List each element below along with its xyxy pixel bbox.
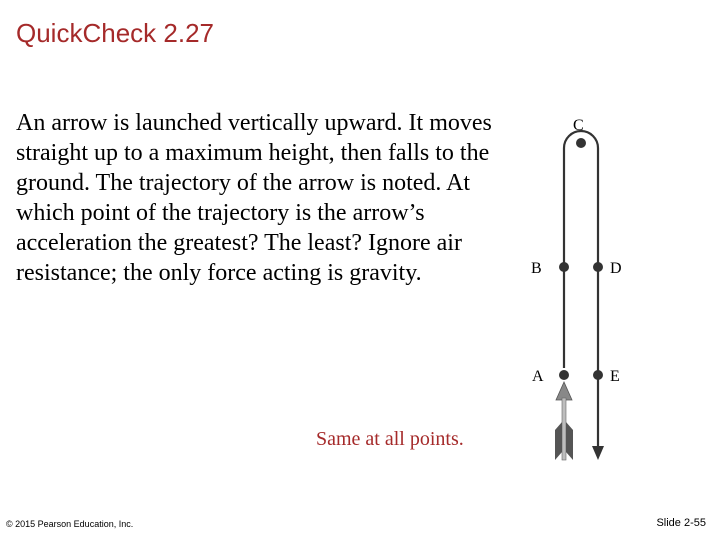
question-text: An arrow is launched vertically upward. It moves straight up to a maximum height, then falls to the ground. The trajectory of the arrow is noted. At which point of the trajectory is the arrow’s acceleration the greatest? The least? Ignore air resistance; the only force acting is gravity. bbox=[16, 110, 492, 286]
arrow-fletching-right bbox=[566, 422, 573, 460]
arrow-projectile bbox=[555, 382, 573, 460]
label-e: E bbox=[610, 368, 620, 385]
arrow-fletching bbox=[555, 422, 562, 460]
point-c bbox=[576, 138, 586, 148]
point-b bbox=[559, 262, 569, 272]
label-a: A bbox=[532, 368, 544, 385]
trajectory-path bbox=[564, 131, 598, 450]
down-arrow-head bbox=[592, 446, 604, 460]
point-e bbox=[593, 370, 603, 380]
arrow-tip bbox=[556, 382, 572, 400]
point-a bbox=[559, 370, 569, 380]
answer-text: Same at all points. bbox=[316, 428, 464, 450]
slide-title: QuickCheck 2.27 bbox=[16, 18, 214, 48]
slide-number: Slide 2-55 bbox=[656, 517, 706, 529]
arrow-shaft bbox=[562, 398, 566, 460]
label-c: C bbox=[573, 117, 584, 134]
copyright-notice: © 2015 Pearson Education, Inc. bbox=[6, 519, 134, 529]
trajectory-diagram bbox=[520, 108, 640, 468]
label-b: B bbox=[531, 260, 542, 277]
label-d: D bbox=[610, 260, 622, 277]
point-d bbox=[593, 262, 603, 272]
